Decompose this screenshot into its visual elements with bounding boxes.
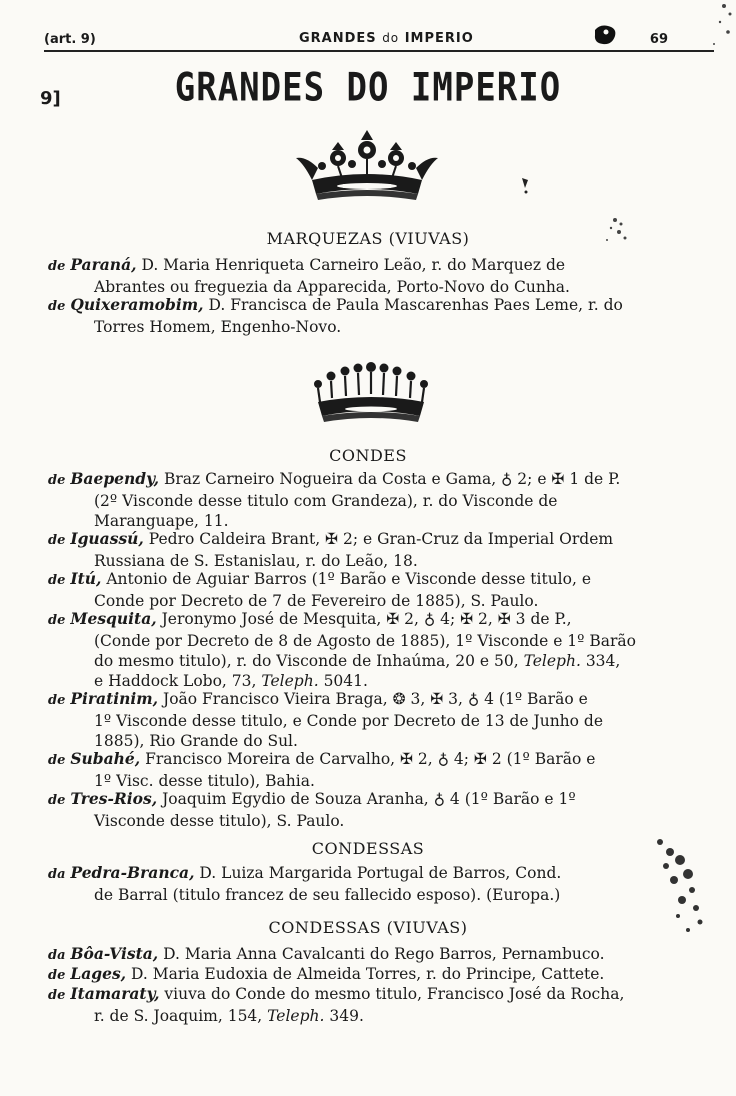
entry-text: do mesmo titulo), r. do Visconde de Inhaúma, 20 e 50, bbox=[94, 652, 524, 670]
entry-mesquita bbox=[48, 609, 708, 691]
entry-prefix: da bbox=[48, 867, 66, 882]
entry-text: 349. bbox=[324, 1007, 364, 1025]
entry-title: Iguassú, bbox=[70, 529, 144, 548]
entry-title: Paraná, bbox=[70, 255, 137, 274]
entry-iguassu bbox=[48, 529, 708, 571]
entry-title: Tres-Rios, bbox=[70, 789, 158, 808]
entry-line: Abrantes ou freguezia da Apparecida, Porto-Novo do Cunha. bbox=[94, 278, 570, 296]
running-title bbox=[299, 31, 474, 46]
entry-prefix: de bbox=[48, 968, 66, 983]
section-heading-marquezas: MARQUEZAS (VIUVAS) bbox=[266, 229, 470, 248]
entry-text: Braz Carneiro Nogueira da Costa e Gama, ♁ 2; e ✠ 1 de P. bbox=[159, 470, 621, 488]
section-heading-condes: CONDES bbox=[329, 446, 407, 465]
entry-title: Bôa-Vista, bbox=[70, 944, 159, 963]
entry-line bbox=[48, 671, 708, 691]
entry-line bbox=[48, 984, 708, 1006]
entry-pedra-branca bbox=[48, 863, 708, 905]
entry-line bbox=[48, 1006, 708, 1026]
entry-text-italic: Teleph. bbox=[267, 1007, 325, 1025]
entry-line bbox=[48, 469, 708, 491]
entry-title: Itú, bbox=[70, 569, 102, 588]
entry-line: Russiana de S. Estanislau, r. do Leão, 18. bbox=[94, 552, 418, 570]
entry-piratinim bbox=[48, 689, 708, 751]
section-heading-condessas: CONDESSAS bbox=[311, 839, 425, 858]
entry-line: Conde por Decreto de 7 de Fevereiro de 1885), S. Paulo. bbox=[94, 592, 539, 610]
scan-noise-icon bbox=[700, 0, 736, 60]
entry-line bbox=[48, 944, 708, 966]
running-title-end: IMPERIO bbox=[404, 31, 474, 46]
entry-baependy bbox=[48, 469, 708, 531]
entry-text: Pedro Caldeira Brant, ✠ 2; e Gran-Cruz da Imperial Ordem bbox=[143, 530, 614, 548]
entry-title: Baependy, bbox=[70, 469, 160, 488]
entry-text: Francisco Moreira de Carvalho, ✠ 2, ♁ 4; ✠ 2 (1º Barão e bbox=[140, 750, 596, 768]
entry-prefix: de bbox=[48, 988, 66, 1003]
entry-line bbox=[48, 789, 708, 811]
entry-subahe bbox=[48, 749, 708, 791]
entry-line bbox=[48, 964, 708, 986]
entry-prefix: de bbox=[48, 693, 66, 708]
count-crown-icon bbox=[296, 358, 446, 428]
entry-title: Quixeramobim, bbox=[70, 295, 204, 314]
entry-prefix: de bbox=[48, 573, 66, 588]
entry-text: João Francisco Vieira Braga, ❂ 3, ✠ 3, ♁ 4 (1º Barão e bbox=[158, 690, 588, 708]
entry-title: Mesquita, bbox=[70, 609, 157, 628]
entry-line: (Conde por Decreto de 8 de Agosto de 1885), 1º Visconde e 1º Barão bbox=[94, 632, 636, 650]
entry-prefix: de bbox=[48, 793, 66, 808]
entry-text: r. de S. Joaquim, 154, bbox=[94, 1007, 268, 1025]
entry-text: 334, bbox=[580, 652, 621, 670]
entry-text: D. Luiza Margarida Portugal de Barros, Cond. bbox=[194, 864, 562, 882]
entry-text: D. Maria Henriqueta Carneiro Leão, r. do Marquez de bbox=[136, 256, 566, 274]
page-number: 69 bbox=[649, 32, 668, 47]
entry-line: Maranguape, 11. bbox=[94, 512, 229, 530]
entry-prefix: da bbox=[48, 948, 66, 963]
running-head bbox=[44, 28, 714, 52]
article-reference: (art. 9) bbox=[44, 32, 96, 47]
entry-line: de Barral (titulo francez de seu fallecido esposo). (Europa.) bbox=[94, 886, 561, 904]
entry-text: D. Maria Eudoxia de Almeida Torres, r. do Principe, Cattete. bbox=[126, 965, 605, 983]
entry-line: (2º Visconde desse titulo com Grandeza), r. do Visconde de bbox=[94, 492, 558, 510]
entry-line bbox=[48, 749, 708, 771]
entry-line bbox=[48, 863, 708, 885]
entry-itamaraty bbox=[48, 984, 708, 1026]
entry-lages bbox=[48, 964, 708, 986]
entry-title: Itamaraty, bbox=[70, 984, 160, 1003]
entry-text: 5041. bbox=[318, 672, 368, 690]
margin-number: 9] bbox=[40, 88, 61, 109]
scan-noise-icon bbox=[510, 172, 540, 202]
entry-prefix: de bbox=[48, 259, 66, 274]
entry-itu bbox=[48, 569, 708, 611]
entry-title: Piratinim, bbox=[70, 689, 159, 708]
marquis-crown-icon bbox=[282, 128, 452, 204]
section-heading-condessas-viuvas: CONDESSAS (VIUVAS) bbox=[268, 918, 468, 937]
entry-text-italic: Teleph. bbox=[523, 652, 581, 670]
entry-text: e Haddock Lobo, 73, bbox=[94, 672, 262, 690]
entry-line bbox=[48, 529, 708, 551]
page-title: GRANDES DO IMPERIO bbox=[174, 65, 562, 111]
entry-line: Torres Homem, Engenho-Novo. bbox=[94, 318, 342, 336]
entry-tres-rios bbox=[48, 789, 708, 831]
ink-stamp-icon bbox=[592, 24, 618, 46]
entry-title: Subahé, bbox=[70, 749, 141, 768]
entry-prefix: de bbox=[48, 753, 66, 768]
entry-quixeramobim bbox=[48, 295, 708, 337]
entry-title: Lages, bbox=[70, 964, 127, 983]
entry-line bbox=[48, 295, 708, 317]
entry-prefix: de bbox=[48, 533, 66, 548]
running-title-small: do bbox=[382, 31, 400, 45]
entry-title: Pedra-Branca, bbox=[70, 863, 195, 882]
entry-line: Visconde desse titulo), S. Paulo. bbox=[94, 812, 345, 830]
entry-line bbox=[48, 255, 708, 277]
entry-prefix: de bbox=[48, 613, 66, 628]
entry-line bbox=[48, 609, 708, 631]
entry-line bbox=[48, 569, 708, 591]
entry-text: Antonio de Aguiar Barros (1º Barão e Visconde desse titulo, e bbox=[101, 570, 592, 588]
entry-text: viuva do Conde do mesmo titulo, Francisco José da Rocha, bbox=[159, 985, 625, 1003]
entry-prefix: de bbox=[48, 473, 66, 488]
entry-parana bbox=[48, 255, 708, 297]
entry-text-italic: Teleph. bbox=[261, 672, 319, 690]
entry-prefix: de bbox=[48, 299, 66, 314]
entry-text: D. Francisca de Paula Mascarenhas Paes Leme, r. do bbox=[203, 296, 623, 314]
entry-line bbox=[48, 689, 708, 711]
entry-line: 1º Visconde desse titulo, e Conde por Decreto de 13 de Junho de bbox=[94, 712, 604, 730]
entry-boa-vista bbox=[48, 944, 708, 966]
running-title-main: GRANDES bbox=[299, 31, 377, 46]
entry-text: D. Maria Anna Cavalcanti do Rego Barros, Pernambuco. bbox=[158, 945, 605, 963]
entry-text: Jeronymo José de Mesquita, ✠ 2, ♁ 4; ✠ 2, ✠ 3 de P., bbox=[156, 610, 572, 628]
entry-line: 1885), Rio Grande do Sul. bbox=[94, 732, 298, 750]
entry-line: 1º Visc. desse titulo), Bahia. bbox=[94, 772, 315, 790]
entry-text: Joaquim Egydio de Souza Aranha, ♁ 4 (1º Barão e 1º bbox=[157, 790, 576, 808]
entry-line bbox=[48, 651, 708, 671]
